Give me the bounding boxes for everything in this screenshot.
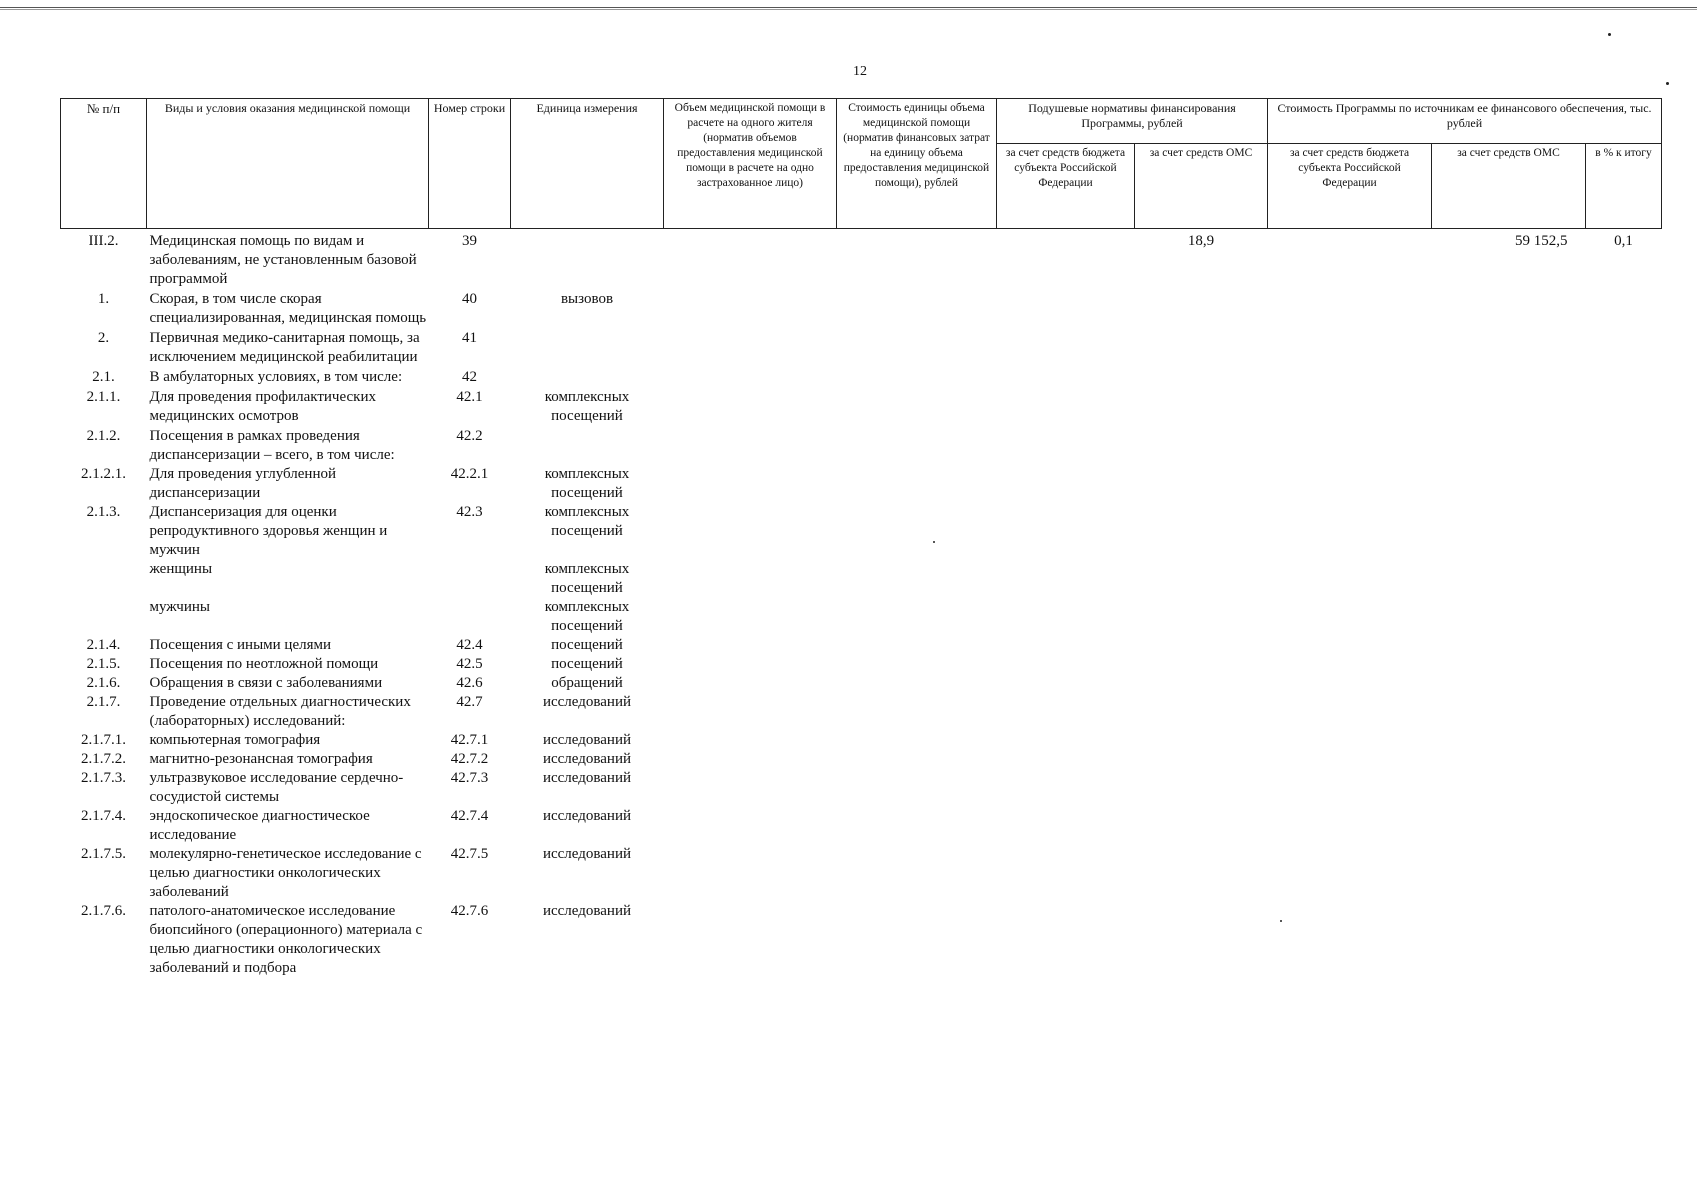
row-per-capita-oms: 18,9	[1187, 233, 1215, 249]
row-unit: исследований	[542, 751, 632, 767]
row-unit: посещений	[551, 637, 623, 653]
row-number	[429, 598, 511, 636]
row-number: 42.1	[456, 389, 483, 405]
row-per-capita-budget	[997, 229, 1135, 290]
header-program-budget: за счет средств бюджета субъекта Российской Федерации	[1268, 144, 1432, 229]
row-num	[61, 598, 147, 636]
table-row	[61, 426, 1662, 465]
row-name: магнитно-резонансная томография	[149, 751, 373, 767]
row-num: 2.1.6.	[86, 675, 121, 691]
row-name: Скорая, в том числе скорая специализированная, медицинская помощь	[149, 291, 427, 326]
row-name: Проведение отдельных диагностических (лабораторных) исследований:	[149, 694, 411, 729]
row-name: ультразвуковое исследование сердечно-сосудистой системы	[149, 770, 404, 805]
row-volume	[664, 229, 837, 290]
row-name: патолого-анатомическое исследование биопсийного (операционного) материала с целью диагностики онкологических заболеваний и подбора	[149, 903, 423, 976]
header-unit: Единица измерения	[511, 99, 664, 229]
row-unit: комплексных посещений	[544, 389, 630, 424]
row-unit: посещений	[551, 656, 623, 672]
table-row	[61, 845, 1662, 902]
table-row	[61, 598, 1662, 636]
row-number: 42.3	[456, 504, 483, 520]
row-name: Для проведения углубленной диспансеризации	[149, 466, 337, 501]
row-unit: исследований	[542, 694, 632, 710]
row-number: 42.7.6	[450, 903, 489, 919]
row-name: Посещения в рамках проведения диспансеризации – всего, в том числе:	[149, 428, 395, 463]
table-row	[61, 655, 1662, 674]
table-row	[61, 503, 1662, 560]
row-unit: комплексных посещений	[544, 466, 630, 501]
row-name: Посещения с иными целями	[149, 637, 332, 653]
row-unit: комплексных посещений	[544, 599, 630, 634]
row-unit: исследований	[542, 808, 632, 824]
row-num: 1.	[97, 291, 110, 307]
table-header	[61, 99, 1662, 229]
row-num: 2.1.7.4.	[81, 808, 126, 824]
row-num: 2.1.3.	[86, 504, 121, 520]
table-row	[61, 367, 1662, 387]
row-name: Обращения в связи с заболеваниями	[149, 675, 383, 691]
row-name: молекулярно-генетическое исследование с целью диагностики онкологических заболеваний	[149, 846, 422, 900]
header-program-cost-group: Стоимость Программы по источникам ее финансового обеспечения, тыс. рублей	[1268, 99, 1662, 144]
row-unit	[511, 229, 664, 290]
row-unit	[511, 426, 664, 465]
row-number: 42.7.1	[450, 732, 489, 748]
row-program-budget	[1268, 229, 1432, 290]
row-unit: исследований	[542, 732, 632, 748]
row-number: 42.5	[456, 656, 483, 672]
header-row-number: Номер строки	[429, 99, 511, 229]
table-row	[61, 674, 1662, 693]
table-row	[61, 289, 1662, 328]
row-name: Медицинская помощь по видам и заболеваниям, не установленным базовой программой	[149, 233, 417, 287]
row-num: 2.1.	[92, 369, 115, 385]
scan-speck	[1608, 33, 1611, 36]
row-name: Посещения по неотложной помощи	[149, 656, 379, 672]
row-num: 2.1.7.2.	[81, 751, 126, 767]
row-num: 2.1.7.1.	[81, 732, 126, 748]
row-name: Первичная медико-санитарная помощь, за исключением медицинской реабилитации	[149, 330, 420, 365]
table-row	[61, 750, 1662, 769]
table-row	[61, 387, 1662, 426]
row-number: 42.4	[456, 637, 483, 653]
table-row	[61, 902, 1662, 978]
row-number: 42	[462, 369, 477, 385]
row-name: компьютерная томография	[149, 732, 321, 748]
header-program-oms: за счет средств ОМС	[1432, 144, 1586, 229]
row-program-oms: 59 152,5	[1515, 233, 1568, 249]
financing-table	[60, 98, 1662, 978]
row-num: 2.1.7.5.	[81, 846, 126, 862]
table-row	[61, 769, 1662, 807]
row-name: Диспансеризация для оценки репродуктивного здоровья женщин и мужчин	[149, 504, 388, 558]
row-name: женщины	[149, 561, 213, 577]
header-program-percent: в % к итогу	[1586, 144, 1662, 229]
header-per-capita-oms: за счет средств ОМС	[1135, 144, 1268, 229]
row-unit: исследований	[542, 903, 632, 919]
table-body	[61, 229, 1662, 979]
row-num: 2.1.2.1.	[81, 466, 126, 482]
table-row	[61, 465, 1662, 503]
row-number: 42.2	[456, 428, 483, 444]
header-volume: Объем медицинской помощи в расчете на одного жителя (норматив объемов предоставления медицинской помощи в расчете на одно застрахованное лицо)	[664, 99, 837, 229]
row-unit: вызовов	[560, 291, 614, 307]
row-num: 2.	[97, 330, 110, 346]
row-unit: исследований	[542, 846, 632, 862]
row-num: 2.1.7.6.	[81, 903, 126, 919]
row-name: В амбулаторных условиях, в том числе:	[149, 369, 403, 385]
row-num: 2.1.7.3.	[81, 770, 126, 786]
row-num: 2.1.2.	[86, 428, 121, 444]
table-row	[61, 693, 1662, 731]
row-name: мужчины	[149, 599, 210, 615]
row-name: Для проведения профилактических медицинских осмотров	[149, 389, 376, 424]
row-number: 42.6	[456, 675, 483, 691]
table-row	[61, 560, 1662, 598]
header-unit-cost: Стоимость единицы объема медицинской помощи (норматив финансовых затрат на единицу объема предоставления медицинской помощи), рублей	[837, 99, 997, 229]
row-number: 42.7.3	[450, 770, 489, 786]
row-number: 40	[462, 291, 477, 307]
table-row	[61, 229, 1662, 290]
row-name: эндоскопическое диагностическое исследование	[149, 808, 370, 843]
row-program-percent: 0,1	[1614, 233, 1633, 249]
row-number: 42.2.1	[450, 466, 489, 482]
row-unit	[511, 367, 664, 387]
table-row	[61, 731, 1662, 750]
scan-edge-top-shadow	[0, 9, 1697, 10]
row-unit	[511, 328, 664, 367]
header-per-capita-budget: за счет средств бюджета субъекта Российской Федерации	[997, 144, 1135, 229]
row-num: 2.1.1.	[86, 389, 121, 405]
row-num: 2.1.7.	[86, 694, 121, 710]
header-kind: Виды и условия оказания медицинской помощи	[147, 99, 429, 229]
header-num: № п/п	[61, 99, 147, 229]
row-number	[429, 560, 511, 598]
table-row	[61, 807, 1662, 845]
row-number: 41	[462, 330, 477, 346]
scan-speck	[1666, 82, 1669, 85]
scan-edge-top	[0, 7, 1697, 8]
row-number: 42.7.5	[450, 846, 489, 862]
row-unit-cost	[837, 229, 997, 290]
row-num	[61, 560, 147, 598]
table-row	[61, 328, 1662, 367]
row-num: 2.1.4.	[86, 637, 121, 653]
row-unit: обращений	[551, 675, 623, 691]
row-number: 42.7	[456, 694, 483, 710]
header-per-capita-group: Подушевые нормативы финансирования Программы, рублей	[997, 99, 1268, 144]
page-number: 12	[853, 64, 867, 79]
row-num: 2.1.5.	[86, 656, 121, 672]
table-row	[61, 636, 1662, 655]
row-number: 42.7.4	[450, 808, 489, 824]
row-unit: исследований	[542, 770, 632, 786]
row-num: III.2.	[88, 233, 119, 249]
row-number: 39	[462, 233, 477, 249]
row-unit: комплексных посещений	[544, 561, 630, 596]
row-unit: комплексных посещений	[544, 504, 630, 539]
row-number: 42.7.2	[450, 751, 489, 767]
